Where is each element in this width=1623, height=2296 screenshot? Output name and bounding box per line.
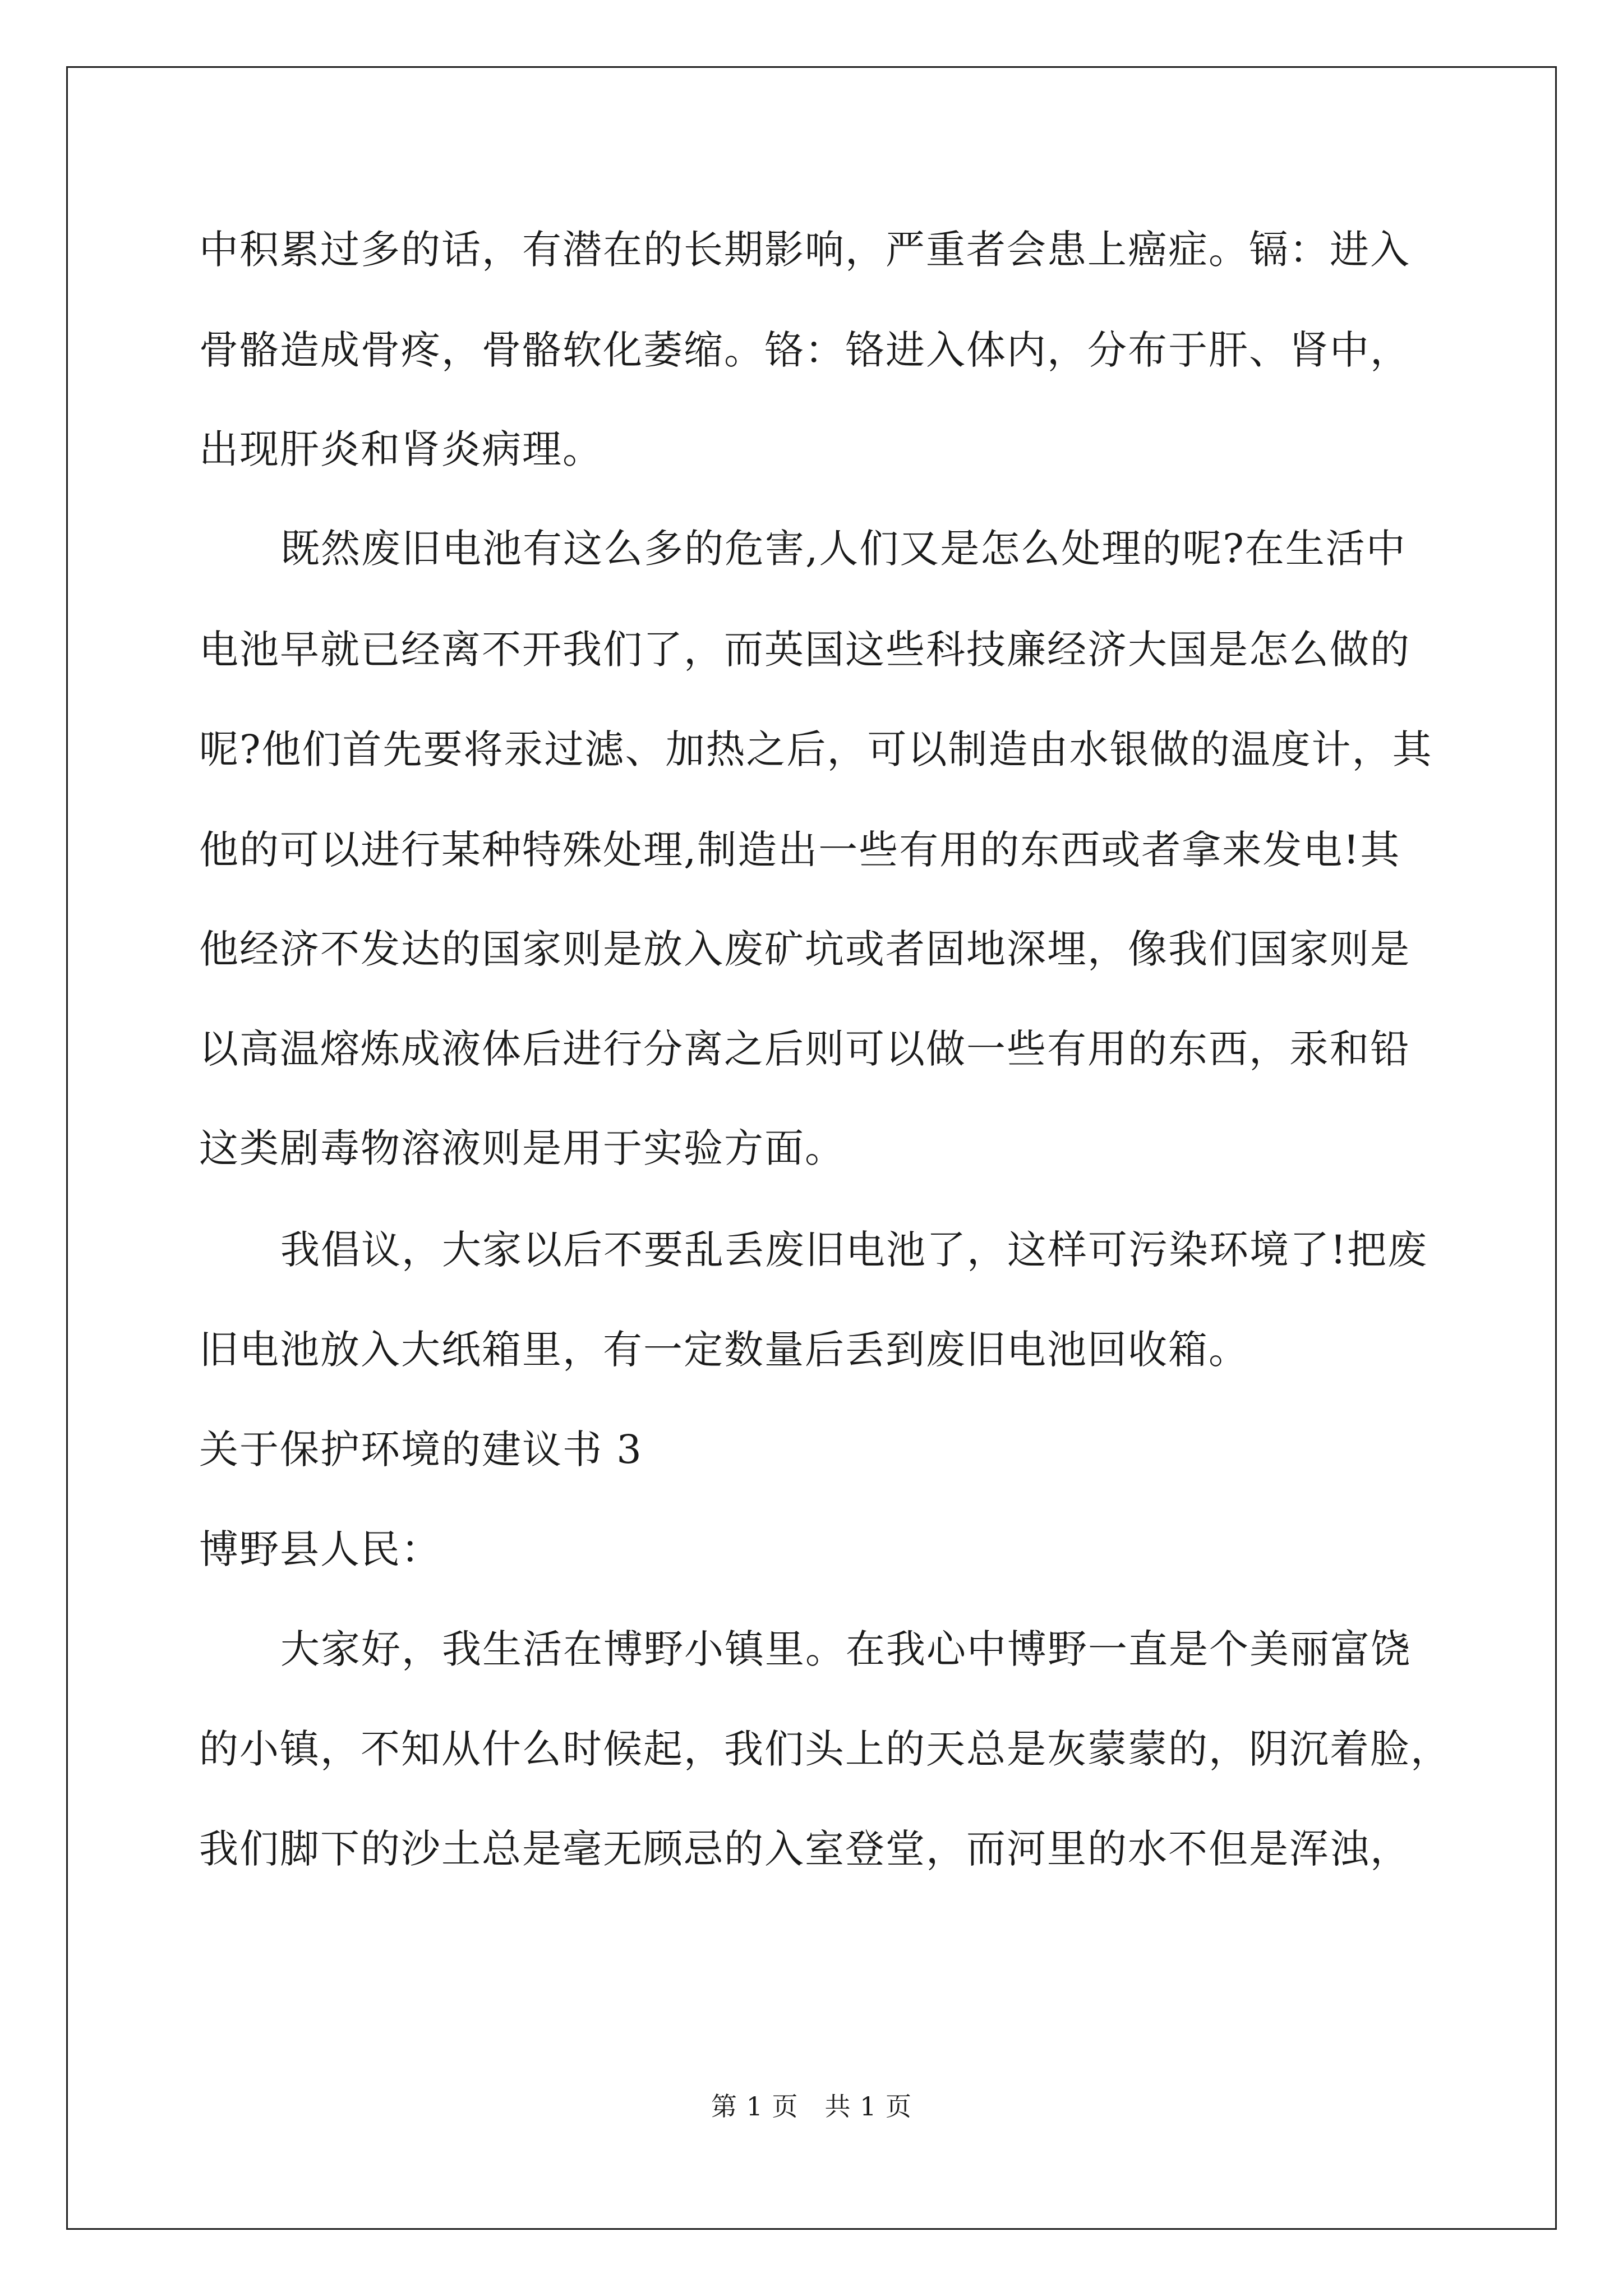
body-line: 旧电池放入大纸箱里，有一定数量后丢到废旧电池回收箱。: [199, 1327, 1249, 1373]
salutation: 博野县人民：: [199, 1526, 441, 1572]
section-heading: 关于保护环境的建议书 3: [199, 1427, 643, 1473]
page-number-footer: 第 1 页 共 1 页: [711, 2091, 912, 2122]
body-line: 他经济不发达的国家则是放入废矿坑或者固地深埋，像我们国家则是: [199, 926, 1410, 972]
body-line: 中积累过多的话，有潜在的长期影响，严重者会患上癌症。镉：进入: [199, 227, 1410, 273]
body-line: 骨骼造成骨疼，骨骼软化萎缩。铬：铬进入体内，分布于肝、肾中，: [199, 327, 1410, 373]
body-line: 这类剧毒物溶液则是用于实验方面。: [199, 1125, 845, 1171]
paragraph-first-line: 既然废旧电池有这么多的危害,人们又是怎么处理的呢?在生活中: [280, 526, 1407, 572]
body-line: 出现肝炎和肾炎病理。: [199, 426, 603, 472]
paragraph-first-line: 大家好，我生活在博野小镇里。在我心中博野一直是个美丽富饶: [280, 1626, 1411, 1672]
body-line: 电池早就已经离不开我们了，而英国这些科技廉经济大国是怎么做的: [199, 627, 1410, 673]
paragraph-first-line: 我倡议，大家以后不要乱丢废旧电池了，这样可污染环境了!把废: [280, 1227, 1428, 1273]
body-line: 他的可以进行某种特殊处理,制造出一些有用的东西或者拿来发电!其: [199, 827, 1401, 873]
body-line: 呢?他们首先要将汞过滤、加热之后，可以制造由水银做的温度计，其: [199, 726, 1433, 772]
body-line: 的小镇，不知从什么时候起，我们头上的天总是灰蒙蒙的，阴沉着脸，: [199, 1726, 1451, 1772]
body-line: 以高温熔炼成液体后进行分离之后则可以做一些有用的东西，汞和铅: [199, 1026, 1410, 1072]
body-line: 我们脚下的沙土总是毫无顾忌的入室登堂，而河里的水不但是浑浊，: [199, 1826, 1410, 1872]
